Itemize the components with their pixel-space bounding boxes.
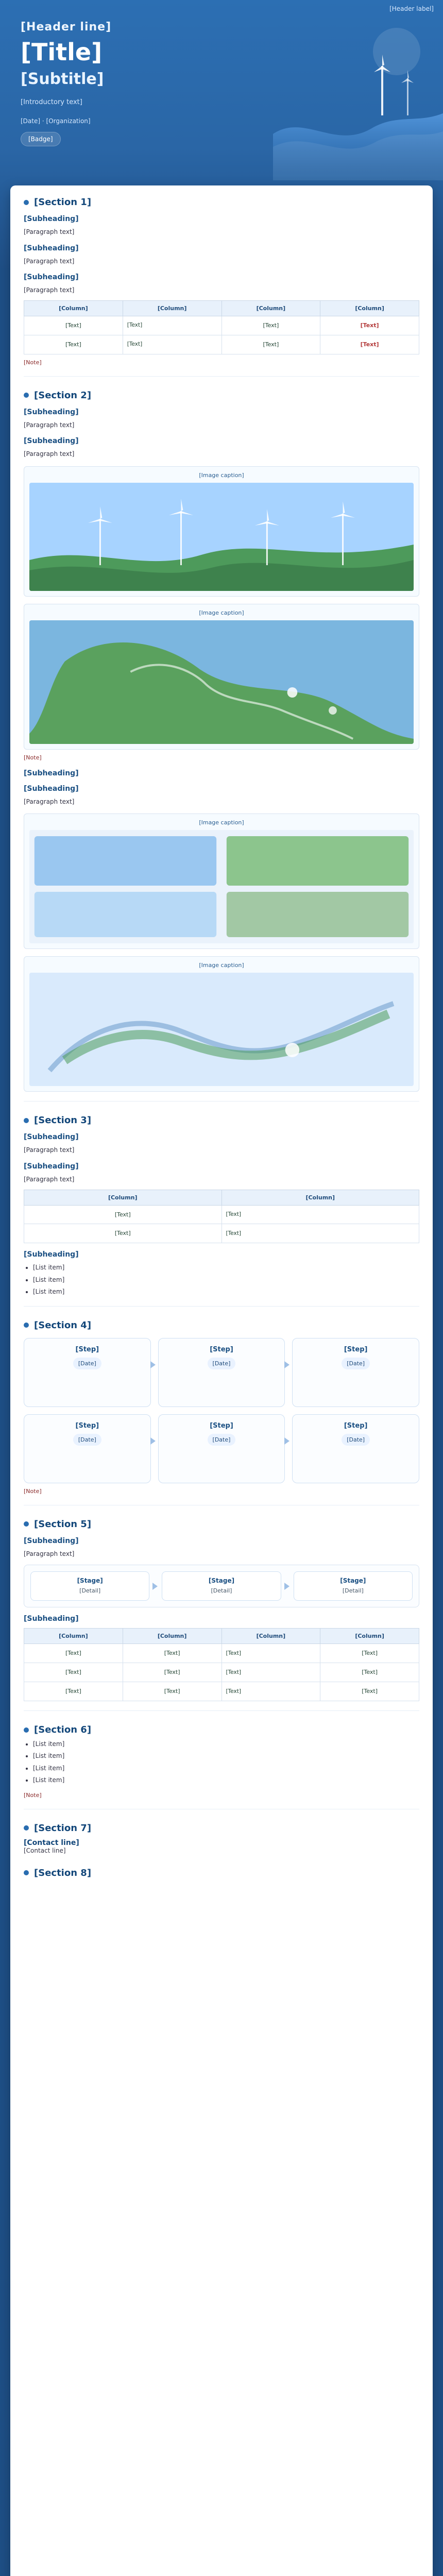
hero-eyebrow: [Header line]	[21, 21, 112, 33]
notice-list-item: • [List item]	[33, 1775, 419, 1785]
overview-p3: [Paragraph text]	[24, 286, 75, 294]
timeline-stage-detail: [Detail]	[79, 1587, 101, 1595]
schedule-p1: [Paragraph text]	[24, 1146, 75, 1154]
hero-subtitle: [Subtitle]	[21, 70, 104, 88]
section-head-contact	[24, 1823, 419, 1834]
section-title-evaluation: [Section 5]	[34, 1518, 92, 1530]
timeline-stage	[30, 1571, 149, 1601]
schedule-table	[24, 1190, 419, 1244]
section-title-overview: [Section 1]	[34, 197, 92, 208]
process-note: [Note]	[24, 1487, 42, 1495]
intro-image-2	[24, 604, 419, 750]
evaluation-p1: [Paragraph text]	[24, 1550, 75, 1557]
section-title-host: [Section 8]	[34, 1867, 92, 1878]
section-process	[24, 1320, 419, 1496]
schedule-list	[24, 1263, 419, 1297]
schedule-sub3: [Subheading]	[24, 1250, 79, 1259]
photo-grid-image-icon	[29, 830, 414, 943]
intro-image-box-2	[29, 620, 414, 744]
section-head-process	[24, 1320, 419, 1331]
section-head-host	[24, 1868, 419, 1878]
schedule-list-item: • [List item]	[33, 1287, 419, 1297]
process-step-date-wrap	[30, 1353, 144, 1369]
schedule-th-1: [Column]	[24, 1190, 222, 1205]
timeline-stage-title: [Stage]	[340, 1577, 366, 1585]
section-title-notice: [Section 6]	[34, 1724, 92, 1736]
overview-th-2: [Column]	[123, 300, 222, 316]
section-bullet-icon	[24, 1727, 29, 1733]
overview-th-1: [Column]	[24, 300, 123, 316]
evaluation-cell: [Text]	[24, 1663, 123, 1682]
evaluation-cell: [Text]	[24, 1644, 123, 1663]
section-bullet-icon	[24, 1323, 29, 1328]
evaluation-row	[24, 1663, 419, 1682]
intro-image-4	[24, 956, 419, 1092]
section-title-schedule: [Section 3]	[34, 1115, 92, 1126]
divider	[24, 1710, 419, 1711]
process-step-title: [Step]	[75, 1421, 99, 1430]
section-host	[24, 1868, 419, 1878]
evaluation-row	[24, 1682, 419, 1701]
meta-separator: ·	[42, 117, 46, 125]
process-step	[292, 1338, 419, 1407]
overview-cell: [Text]	[123, 316, 222, 335]
section-overview	[24, 197, 419, 367]
process-step	[158, 1414, 285, 1483]
overview-cell: [Text]	[222, 335, 320, 354]
overview-cell: [Text]	[123, 335, 222, 354]
section-bullet-icon	[24, 393, 29, 398]
hero-title-area	[21, 21, 309, 146]
evaluation-th-4: [Column]	[320, 1629, 419, 1644]
evaluation-timeline-row	[30, 1571, 413, 1601]
notice-red-note: [Note]	[24, 1791, 42, 1799]
hero-badge: [Badge]	[21, 132, 61, 146]
wind-farm-image-icon	[29, 483, 414, 591]
process-step	[158, 1338, 285, 1407]
intro-sub3: [Subheading]	[24, 769, 79, 777]
arrow-right-icon	[150, 1361, 156, 1368]
overview-th-4: [Column]	[320, 300, 419, 316]
evaluation-row	[24, 1644, 419, 1663]
content-card	[10, 185, 433, 2576]
process-step-date: [Date]	[73, 1434, 101, 1446]
section-head-intro	[24, 390, 419, 401]
evaluation-timeline	[24, 1565, 419, 1607]
overview-sub1: [Subheading]	[24, 215, 79, 223]
intro-image-box-3	[29, 830, 414, 943]
process-step-title: [Step]	[344, 1345, 368, 1353]
divider	[24, 1306, 419, 1307]
overview-cell: [Text]	[24, 316, 123, 335]
schedule-cell: [Text]	[222, 1205, 419, 1224]
hero-description: [Introductory text]	[21, 98, 82, 106]
schedule-cell: [Text]	[24, 1224, 222, 1243]
hero-meta	[21, 117, 309, 125]
section-head-evaluation	[24, 1519, 419, 1530]
section-intro	[24, 390, 419, 1092]
section-evaluation	[24, 1519, 419, 1701]
schedule-cell: [Text]	[24, 1205, 222, 1224]
intro-p1: [Paragraph text]	[24, 421, 75, 429]
process-step-date: [Date]	[208, 1434, 236, 1446]
intro-image-caption-4: [Image caption]	[199, 962, 244, 969]
schedule-sub2: [Subheading]	[24, 1162, 79, 1171]
process-step-date-wrap	[165, 1353, 279, 1369]
evaluation-cell: [Text]	[222, 1663, 320, 1682]
process-step-title: [Step]	[75, 1345, 99, 1353]
schedule-list-item: • [List item]	[33, 1275, 419, 1285]
process-step	[24, 1338, 151, 1407]
process-step-date: [Date]	[208, 1358, 236, 1369]
schedule-cell: [Text]	[222, 1224, 419, 1243]
evaluation-sub2: [Subheading]	[24, 1615, 79, 1623]
process-step-title: [Step]	[210, 1345, 233, 1353]
overview-cell: [Text]	[24, 335, 123, 354]
intro-image-caption-1: [Image caption]	[199, 471, 244, 479]
section-bullet-icon	[24, 200, 29, 205]
evaluation-cell: [Text]	[24, 1682, 123, 1701]
intro-p4: [Paragraph text]	[24, 798, 75, 805]
schedule-th-2: [Column]	[222, 1190, 419, 1205]
section-schedule	[24, 1115, 419, 1297]
schedule-list-item: • [List item]	[33, 1263, 419, 1273]
process-step-date: [Date]	[342, 1358, 370, 1369]
evaluation-sub1: [Subheading]	[24, 1536, 79, 1545]
hero-date: [Date]	[21, 117, 41, 125]
notice-list-item: • [List item]	[33, 1739, 419, 1749]
arrow-right-icon	[284, 1583, 289, 1590]
evaluation-th-2: [Column]	[123, 1629, 222, 1644]
overview-cell: [Text]	[222, 316, 320, 335]
intro-image-box-4	[29, 973, 414, 1086]
evaluation-cell: [Text]	[320, 1663, 419, 1682]
site-plan-image-icon	[29, 973, 414, 1086]
content-inner	[10, 185, 433, 1878]
section-head-notice	[24, 1724, 419, 1735]
notice-list-item: • [List item]	[33, 1751, 419, 1761]
process-step	[24, 1414, 151, 1483]
evaluation-cell: [Text]	[123, 1644, 222, 1663]
evaluation-th-3: [Column]	[222, 1629, 320, 1644]
section-title-contact: [Section 7]	[34, 1822, 92, 1834]
schedule-row	[24, 1205, 419, 1224]
hero-org: [Organization]	[46, 117, 91, 125]
overview-p2: [Paragraph text]	[24, 257, 75, 265]
arrow-right-icon	[150, 1437, 156, 1445]
process-step-date-wrap	[299, 1430, 413, 1446]
evaluation-th-1: [Column]	[24, 1629, 123, 1644]
section-bullet-icon	[24, 1118, 29, 1123]
process-step-date-wrap	[165, 1430, 279, 1446]
overview-row	[24, 316, 419, 335]
intro-image-caption-3: [Image caption]	[199, 819, 244, 826]
aerial-map-image-icon	[29, 620, 414, 744]
timeline-stage	[294, 1571, 413, 1601]
arrow-right-icon	[284, 1437, 289, 1445]
process-step-date-wrap	[299, 1353, 413, 1369]
notice-list-item: • [List item]	[33, 1764, 419, 1773]
evaluation-cell: [Text]	[123, 1663, 222, 1682]
intro-note: [Note]	[24, 754, 42, 761]
evaluation-cell: [Text]	[320, 1644, 419, 1663]
overview-sub3: [Subheading]	[24, 273, 79, 282]
intro-sub1: [Subheading]	[24, 408, 79, 416]
contact-line-2: [Contact line]	[24, 1846, 66, 1854]
section-contact	[24, 1823, 419, 1854]
timeline-stage-detail: [Detail]	[342, 1587, 364, 1595]
section-title-intro: [Section 2]	[34, 389, 92, 401]
intro-sub4: [Subheading]	[24, 784, 79, 793]
intro-image-caption-2: [Image caption]	[199, 609, 244, 616]
divider	[24, 376, 419, 377]
section-bullet-icon	[24, 1870, 29, 1875]
timeline-stage	[162, 1571, 281, 1601]
overview-row	[24, 335, 419, 354]
section-title-process: [Section 4]	[34, 1319, 92, 1331]
process-step-date: [Date]	[73, 1358, 101, 1369]
intro-image-box-1	[29, 483, 414, 591]
section-head-overview	[24, 197, 419, 208]
arrow-right-icon	[284, 1361, 289, 1368]
evaluation-cell: [Text]	[222, 1682, 320, 1701]
contact-block	[24, 1839, 419, 1854]
overview-sub2: [Subheading]	[24, 244, 79, 252]
hero-illustration-icon	[273, 15, 443, 180]
process-step	[292, 1414, 419, 1483]
overview-cell: [Text]	[320, 316, 419, 335]
evaluation-cell: [Text]	[320, 1682, 419, 1701]
timeline-stage-title: [Stage]	[208, 1577, 235, 1585]
top-label: [Header label]	[389, 5, 434, 12]
section-head-schedule	[24, 1115, 419, 1126]
section-bullet-icon	[24, 1825, 29, 1831]
process-step-title: [Step]	[210, 1421, 233, 1430]
overview-note: [Note]	[24, 359, 42, 366]
process-steps	[24, 1338, 419, 1483]
overview-p1: [Paragraph text]	[24, 228, 75, 235]
overview-th-3: [Column]	[222, 300, 320, 316]
notice-list	[24, 1739, 419, 1785]
schedule-p2: [Paragraph text]	[24, 1175, 75, 1183]
section-notice	[24, 1724, 419, 1800]
overview-cell: [Text]	[320, 335, 419, 354]
process-step-title: [Step]	[344, 1421, 368, 1430]
hero-pill-row	[21, 132, 309, 146]
timeline-stage-title: [Stage]	[77, 1577, 103, 1585]
process-step-date-wrap	[30, 1430, 144, 1446]
contact-line-1: [Contact line]	[24, 1838, 79, 1847]
evaluation-cell: [Text]	[222, 1644, 320, 1663]
schedule-row	[24, 1224, 419, 1243]
section-bullet-icon	[24, 1521, 29, 1527]
evaluation-cell: [Text]	[123, 1682, 222, 1701]
arrow-right-icon	[152, 1583, 158, 1590]
evaluation-table	[24, 1628, 419, 1701]
overview-table	[24, 300, 419, 354]
schedule-sub1: [Subheading]	[24, 1133, 79, 1142]
intro-image-3	[24, 814, 419, 949]
intro-sub2: [Subheading]	[24, 437, 79, 446]
intro-image-1	[24, 466, 419, 597]
process-step-date: [Date]	[342, 1434, 370, 1446]
intro-p2: [Paragraph text]	[24, 450, 75, 458]
hero-title: [Title]	[21, 38, 103, 66]
timeline-stage-detail: [Detail]	[211, 1587, 232, 1595]
